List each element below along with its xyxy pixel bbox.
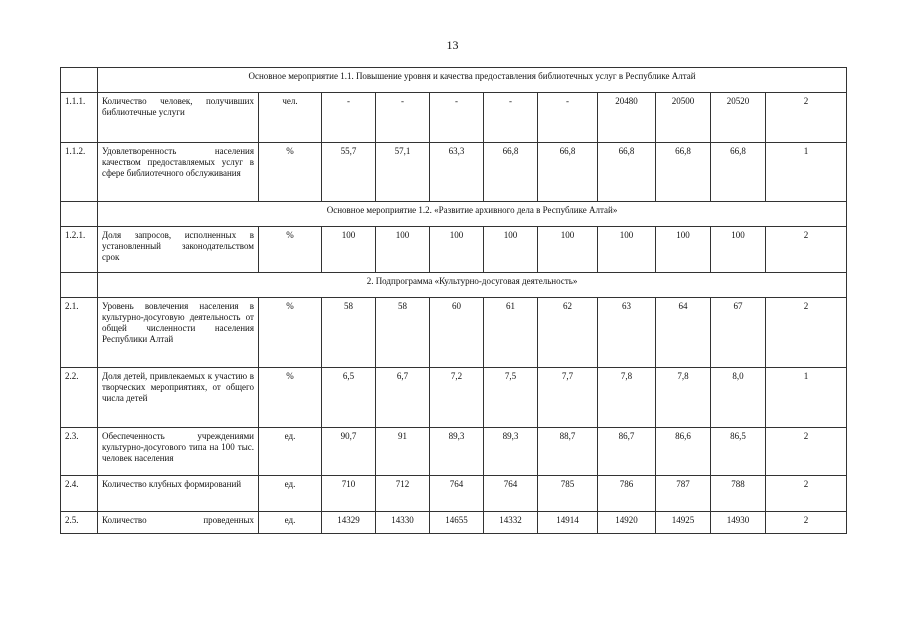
row-code: 2.4.: [61, 476, 98, 512]
unit-cell: %: [259, 143, 322, 202]
value-cell: 86,6: [656, 428, 711, 476]
row-code: 2.3.: [61, 428, 98, 476]
indicator-name: Обеспеченность учреждениями культурно-досугового типа на 100 тыс. человек населения: [98, 428, 259, 476]
value-cell: 14332: [484, 512, 538, 534]
value-cell: 788: [711, 476, 766, 512]
page-number: 13: [446, 38, 459, 52]
table-row: [61, 93, 847, 143]
value-cell: -: [484, 93, 538, 143]
unit-cell: ед.: [259, 476, 322, 512]
value-cell: 57,1: [376, 143, 430, 202]
last-cell: 2: [766, 93, 847, 143]
unit-cell: чел.: [259, 93, 322, 143]
value-cell: 58: [322, 298, 376, 368]
value-cell: 100: [656, 227, 711, 273]
value-cell: 7,5: [484, 368, 538, 428]
indicators-table: [60, 67, 847, 534]
value-cell: 764: [430, 476, 484, 512]
value-cell: 785: [538, 476, 598, 512]
value-cell: 58: [376, 298, 430, 368]
value-cell: 712: [376, 476, 430, 512]
value-cell: 787: [656, 476, 711, 512]
value-cell: 63,3: [430, 143, 484, 202]
section-header: 2. Подпрограмма «Культурно-досуговая деятельность»: [98, 273, 847, 298]
value-cell: 100: [484, 227, 538, 273]
value-cell: 7,2: [430, 368, 484, 428]
value-cell: 100: [598, 227, 656, 273]
value-cell: 61: [484, 298, 538, 368]
value-cell: 100: [711, 227, 766, 273]
row-code: 1.1.2.: [61, 143, 98, 202]
unit-cell: ед.: [259, 512, 322, 534]
value-cell: 64: [656, 298, 711, 368]
indicator-name: Количество клубных формирований: [98, 476, 259, 512]
value-cell: 55,7: [322, 143, 376, 202]
indicator-name: Уровень вовлечения населения в культурно-досуговую деятельность от общей численности населения Республики Алтай: [98, 298, 259, 368]
value-cell: 62: [538, 298, 598, 368]
value-cell: 89,3: [484, 428, 538, 476]
indicator-name: Доля запросов, исполненных в установленный законодательством срок: [98, 227, 259, 273]
last-cell: 2: [766, 512, 847, 534]
value-cell: 14914: [538, 512, 598, 534]
empty-cell: [61, 202, 98, 227]
value-cell: -: [538, 93, 598, 143]
value-cell: 786: [598, 476, 656, 512]
value-cell: 6,7: [376, 368, 430, 428]
value-cell: 20520: [711, 93, 766, 143]
table-row: [61, 368, 847, 428]
value-cell: 14930: [711, 512, 766, 534]
value-cell: -: [376, 93, 430, 143]
row-code: 2.2.: [61, 368, 98, 428]
unit-cell: %: [259, 298, 322, 368]
value-cell: -: [430, 93, 484, 143]
table-row: [61, 476, 847, 512]
table-row: [61, 68, 847, 93]
unit-cell: %: [259, 368, 322, 428]
last-cell: 2: [766, 298, 847, 368]
indicator-name: Доля детей, привлекаемых к участию в творческих мероприятиях, от общего числа детей: [98, 368, 259, 428]
value-cell: 6,5: [322, 368, 376, 428]
indicator-name: Удовлетворенность населения качеством предоставляемых услуг в сфере библиотечного обслуживания: [98, 143, 259, 202]
value-cell: 100: [430, 227, 484, 273]
value-cell: 66,8: [484, 143, 538, 202]
row-code: 1.1.1.: [61, 93, 98, 143]
value-cell: 67: [711, 298, 766, 368]
row-code: 2.1.: [61, 298, 98, 368]
last-cell: 1: [766, 143, 847, 202]
table-row: [61, 227, 847, 273]
value-cell: 20480: [598, 93, 656, 143]
section-header: Основное мероприятие 1.1. Повышение уровня и качества предоставления библиотечных услуг в Республике Алтай: [98, 68, 847, 93]
unit-cell: ед.: [259, 428, 322, 476]
value-cell: 63: [598, 298, 656, 368]
value-cell: 66,8: [538, 143, 598, 202]
table-row: [61, 298, 847, 368]
empty-cell: [61, 273, 98, 298]
value-cell: 764: [484, 476, 538, 512]
value-cell: 14920: [598, 512, 656, 534]
value-cell: 100: [376, 227, 430, 273]
value-cell: 91: [376, 428, 430, 476]
table-row: [61, 273, 847, 298]
value-cell: 7,7: [538, 368, 598, 428]
value-cell: 14925: [656, 512, 711, 534]
value-cell: 100: [322, 227, 376, 273]
value-cell: 14329: [322, 512, 376, 534]
last-cell: 2: [766, 428, 847, 476]
value-cell: 88,7: [538, 428, 598, 476]
table-row: [61, 512, 847, 534]
value-cell: 89,3: [430, 428, 484, 476]
value-cell: 8,0: [711, 368, 766, 428]
table-row: [61, 143, 847, 202]
row-code: 1.2.1.: [61, 227, 98, 273]
value-cell: 14330: [376, 512, 430, 534]
unit-cell: %: [259, 227, 322, 273]
value-cell: -: [322, 93, 376, 143]
value-cell: 7,8: [598, 368, 656, 428]
value-cell: 90,7: [322, 428, 376, 476]
value-cell: 66,8: [598, 143, 656, 202]
last-cell: 2: [766, 227, 847, 273]
value-cell: 100: [538, 227, 598, 273]
value-cell: 7,8: [656, 368, 711, 428]
indicator-name: Количество проведенных: [98, 512, 259, 534]
value-cell: 66,8: [656, 143, 711, 202]
value-cell: 86,7: [598, 428, 656, 476]
empty-cell: [61, 68, 98, 93]
value-cell: 86,5: [711, 428, 766, 476]
last-cell: 1: [766, 368, 847, 428]
table-row: [61, 202, 847, 227]
section-header: Основное мероприятие 1.2. «Развитие архивного дела в Республике Алтай»: [98, 202, 847, 227]
last-cell: 2: [766, 476, 847, 512]
value-cell: 60: [430, 298, 484, 368]
row-code: 2.5.: [61, 512, 98, 534]
value-cell: 20500: [656, 93, 711, 143]
table-row: [61, 428, 847, 476]
value-cell: 710: [322, 476, 376, 512]
value-cell: 14655: [430, 512, 484, 534]
value-cell: 66,8: [711, 143, 766, 202]
indicator-name: Количество человек, получивших библиотечные услуги: [98, 93, 259, 143]
